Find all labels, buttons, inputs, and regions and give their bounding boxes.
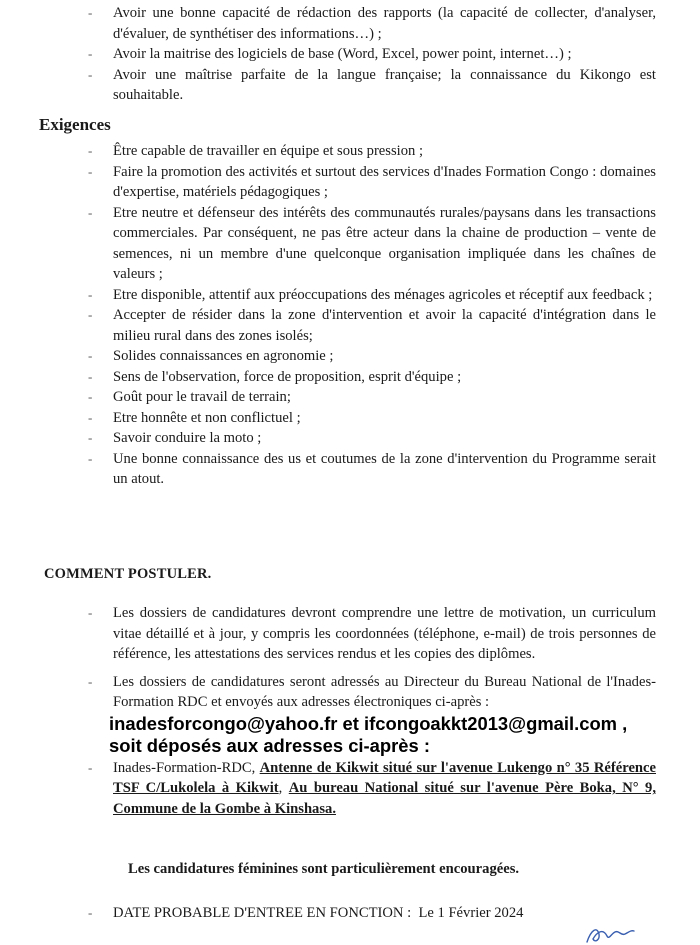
signature-icon	[585, 922, 635, 945]
start-date-label: DATE PROBABLE D'ENTREE EN FONCTION :	[113, 905, 412, 921]
list-item: - Accepter de résider dans la zone d'intervention et avoir la capacité d'intégration dans le milieu rural dans des zones isolés;	[88, 307, 656, 344]
dash-bullet: -	[88, 143, 93, 158]
list-item: - Savoir conduire la moto ;	[0, 428, 700, 449]
dash-bullet: -	[88, 673, 93, 689]
dash-bullet: -	[88, 430, 93, 445]
list-item: - Les dossiers de candidatures devront comprendre une lettre de motivation, un curriculum vitae détaillé et à jour, y compris les coordonnées (téléphone, e-mail) de trois personnes de référence, les attestations des services rendus et les copies des diplômes.	[88, 605, 656, 662]
dash-bullet: -	[88, 450, 93, 466]
email-addresses	[109, 713, 656, 758]
start-date-list	[0, 903, 700, 924]
list-item: - Sens de l'observation, force de proposition, esprit d'équipe ;	[0, 367, 700, 388]
dash-bullet: -	[88, 605, 93, 620]
email-link-gmail[interactable]: ifcongoakkt2013@gmail.com ,	[364, 712, 628, 734]
encouragement-note: Les candidatures féminines sont particulièrement encouragées.	[128, 861, 520, 877]
list-item: - Les dossiers de candidatures seront adressés au Directeur du Bureau National de l'Inades-Formation RDC et envoyés aux adresses électroniques ci-après : inadesforcongo@yahoo.fr et ifcongoakkt2013@gmail.com , soit déposés aux adresses ci-après :	[88, 673, 656, 756]
list-item	[0, 903, 700, 924]
skills-list	[0, 3, 700, 106]
list-item: - Être capable de travailler en équipe et sous pression ;	[0, 141, 700, 162]
dash-bullet: -	[88, 389, 93, 404]
dash-bullet: -	[88, 66, 93, 82]
list-item: - Etre disponible, attentif aux préoccupations des ménages agricoles et réceptif aux feedback ;	[0, 285, 700, 306]
dash-bullet: -	[88, 368, 93, 384]
address-kinshasa: Au bureau National situé sur l'avenue Père Boka, N° 9, Commune de la Gombe à Kinshasa.	[113, 780, 656, 817]
exigences-heading: Exigences	[39, 115, 111, 134]
list-item: - Avoir une bonne capacité de rédaction des rapports (la capacité de collecter, d'analyser, d'évaluer, de synthétiser des informations…) ;	[88, 5, 656, 42]
dash-bullet: -	[88, 163, 93, 179]
address-kikwit: Antenne de Kikwit situé sur l'avenue Lukengo n° 35 Référence TSF C/Lukolela à Kikwit	[113, 759, 656, 796]
address-prefix: Inades-Formation-RDC,	[113, 759, 256, 776]
application-list	[0, 603, 700, 819]
list-item: - Etre neutre et défenseur des intérêts des communautés rurales/paysans dans les transactions commerciales. Par conséquent, ne pas être acteur dans la chaine de production – vente de semences, ni un membre d'une quelconque organisation impliquée dans les chaînes de valeurs ;	[88, 204, 656, 282]
exigences-section	[0, 141, 700, 490]
list-item: - Goût pour le travail de terrain;	[0, 387, 700, 408]
dash-bullet: -	[88, 5, 93, 20]
list-item: - Faire la promotion des activités et surtout des services d'Inades Formation Congo : domaines d'expertise, matériels pédagogiques ;	[88, 163, 656, 200]
comment-postuler-heading: COMMENT POSTULER.	[44, 566, 212, 582]
dash-bullet: -	[88, 409, 93, 425]
skills-list-section	[0, 3, 700, 106]
list-item	[0, 758, 700, 820]
exigences-list	[0, 141, 700, 490]
deposit-line: soit déposés aux adresses ci-après :	[109, 735, 430, 756]
signature-stroke	[587, 930, 634, 942]
list-item: - Une bonne connaissance des us et coutumes de la zone d'intervention du Programme serait un atout.	[88, 450, 656, 487]
application-section	[0, 603, 700, 819]
dash-bullet: -	[88, 348, 93, 363]
dash-bullet: -	[88, 46, 93, 61]
dash-bullet: -	[88, 204, 93, 220]
dash-bullet: -	[88, 905, 93, 920]
dash-bullet: -	[88, 307, 93, 322]
start-date-section	[0, 903, 700, 924]
email-joiner: et	[342, 712, 359, 734]
dash-bullet: -	[88, 286, 93, 302]
email-link-yahoo[interactable]: inadesforcongo@yahoo.fr	[109, 712, 338, 734]
list-item: - Etre honnête et non conflictuel ;	[0, 408, 700, 429]
list-item: - Solides connaissances en agronomie ;	[0, 346, 700, 367]
list-item: - Avoir la maitrise des logiciels de base (Word, Excel, power point, internet…) ;	[0, 44, 700, 65]
address-separator: ,	[278, 780, 283, 796]
dash-bullet: -	[88, 759, 93, 775]
start-date-value: Le 1 Février 2024	[418, 905, 524, 921]
list-item: - Avoir une maîtrise parfaite de la langue française; la connaissance du Kikongo est souhaitable.	[88, 66, 656, 103]
